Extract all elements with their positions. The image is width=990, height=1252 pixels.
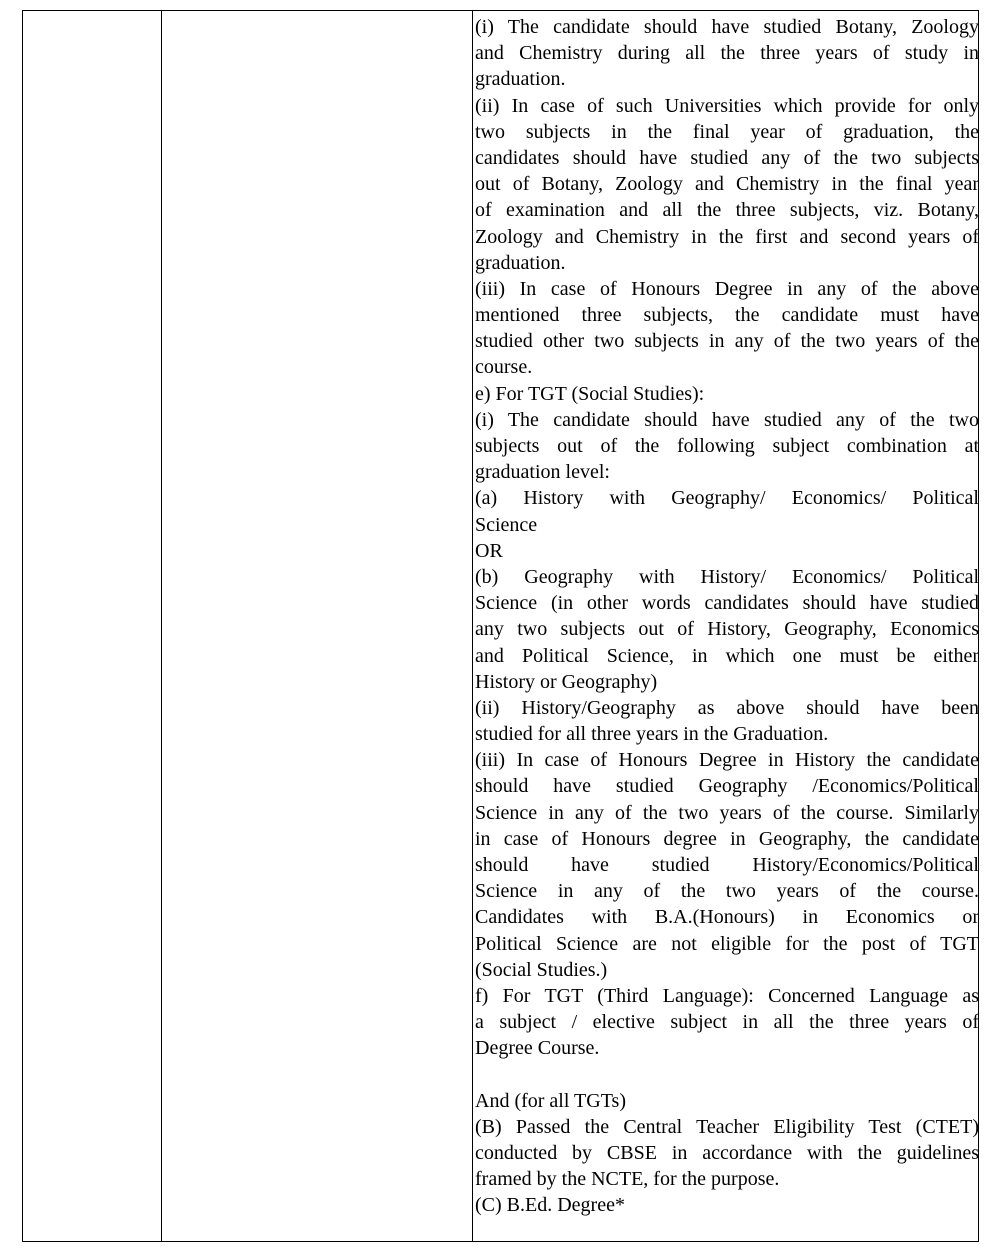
text-line: Science in any of the two years of the course. Similarly (475, 801, 979, 824)
text-line: (C) B.Ed. Degree* (475, 1194, 625, 1217)
text-line: Degree Course. (475, 1037, 600, 1060)
text-line: e) For TGT (Social Studies): (475, 382, 705, 405)
text-line: (i) The candidate should have studied any of the two (475, 408, 979, 431)
text-line: candidates should have studied any of the two subjects (475, 146, 979, 169)
text-line: Candidates with B.A.(Honours) in Economics or (475, 906, 979, 929)
text-line: History or Geography) (475, 670, 658, 693)
text-line: graduation. (475, 251, 566, 274)
text-line: mentioned three subjects, the candidate must have (475, 304, 979, 327)
paragraph (475, 276, 979, 381)
text-line: out of Botany, Zoology and Chemistry in the final year (475, 173, 979, 196)
text-line: (b) Geography with History/ Economics/ Political (475, 565, 979, 588)
text-line: (a) History with Geography/ Economics/ Political (475, 487, 979, 510)
paragraph (475, 538, 979, 564)
qualification-cell (475, 14, 979, 1219)
paragraph (475, 1088, 979, 1114)
text-line: of examination and all the three subjects, viz. Botany, (475, 199, 979, 222)
paragraph (475, 485, 979, 537)
paragraph (475, 407, 979, 486)
paragraph (475, 1062, 979, 1088)
column-divider (161, 11, 162, 1241)
text-line: studied for all three years in the Graduation. (475, 723, 829, 746)
paragraph (475, 381, 979, 407)
text-line: Science (475, 513, 538, 536)
paragraph (475, 564, 979, 695)
text-line: And (for all TGTs) (475, 1089, 626, 1112)
text-line: two subjects in the final year of graduation, the (475, 120, 979, 143)
paragraph (475, 1192, 979, 1218)
text-line: framed by the NCTE, for the purpose. (475, 1168, 780, 1191)
text-line: f) For TGT (Third Language): Concerned Language as (475, 984, 979, 1007)
text-line: course. (475, 356, 533, 379)
text-line: (B) Passed the Central Teacher Eligibility Test (CTET) (475, 1115, 979, 1138)
text-line: and Political Science, in which one must be either (475, 644, 979, 667)
text-line: any two subjects out of History, Geography, Economics (475, 618, 979, 641)
text-line: (Social Studies.) (475, 958, 608, 981)
text-line: Political Science are not eligible for the post of TGT (475, 932, 979, 955)
text-line: a subject / elective subject in all the three years of (475, 1011, 979, 1034)
paragraph (475, 983, 979, 1062)
text-line: should have studied History/Economics/Political (475, 854, 979, 876)
text-line: Zoology and Chemistry in the first and second years of (475, 225, 979, 248)
text-line: (iii) In case of Honours Degree in History the candidate (475, 749, 979, 772)
text-line: conducted by CBSE in accordance with the guidelines (475, 1142, 979, 1165)
text-line: should have studied Geography /Economics/Political (475, 775, 979, 798)
text-line: (ii) History/Geography as above should have been (475, 696, 979, 719)
text-line: graduation. (475, 68, 566, 91)
text-line: subjects out of the following subject combination at (475, 435, 979, 457)
column-divider (472, 11, 473, 1241)
text-line: OR (475, 539, 503, 562)
text-line: studied other two subjects in any of the two years of the (475, 330, 979, 353)
paragraph (475, 695, 979, 747)
text-line (475, 1062, 979, 1088)
text-line: and Chemistry during all the three years of study in (475, 42, 979, 65)
paragraph (475, 93, 979, 276)
text-line: Science in any of the two years of the course. (475, 880, 979, 903)
eligibility-table (22, 10, 979, 1242)
text-line: (iii) In case of Honours Degree in any of the above (475, 277, 979, 300)
text-line: Science (in other words candidates should have studied (475, 592, 979, 615)
text-line: in case of Honours degree in Geography, the candidate (475, 827, 979, 850)
text-line: (ii) In case of such Universities which provide for only (475, 94, 979, 117)
text-line: graduation level: (475, 461, 610, 484)
paragraph (475, 747, 979, 983)
paragraph (475, 14, 979, 93)
text-line: (i) The candidate should have studied Botany, Zoology (475, 16, 979, 38)
paragraph (475, 1114, 979, 1193)
